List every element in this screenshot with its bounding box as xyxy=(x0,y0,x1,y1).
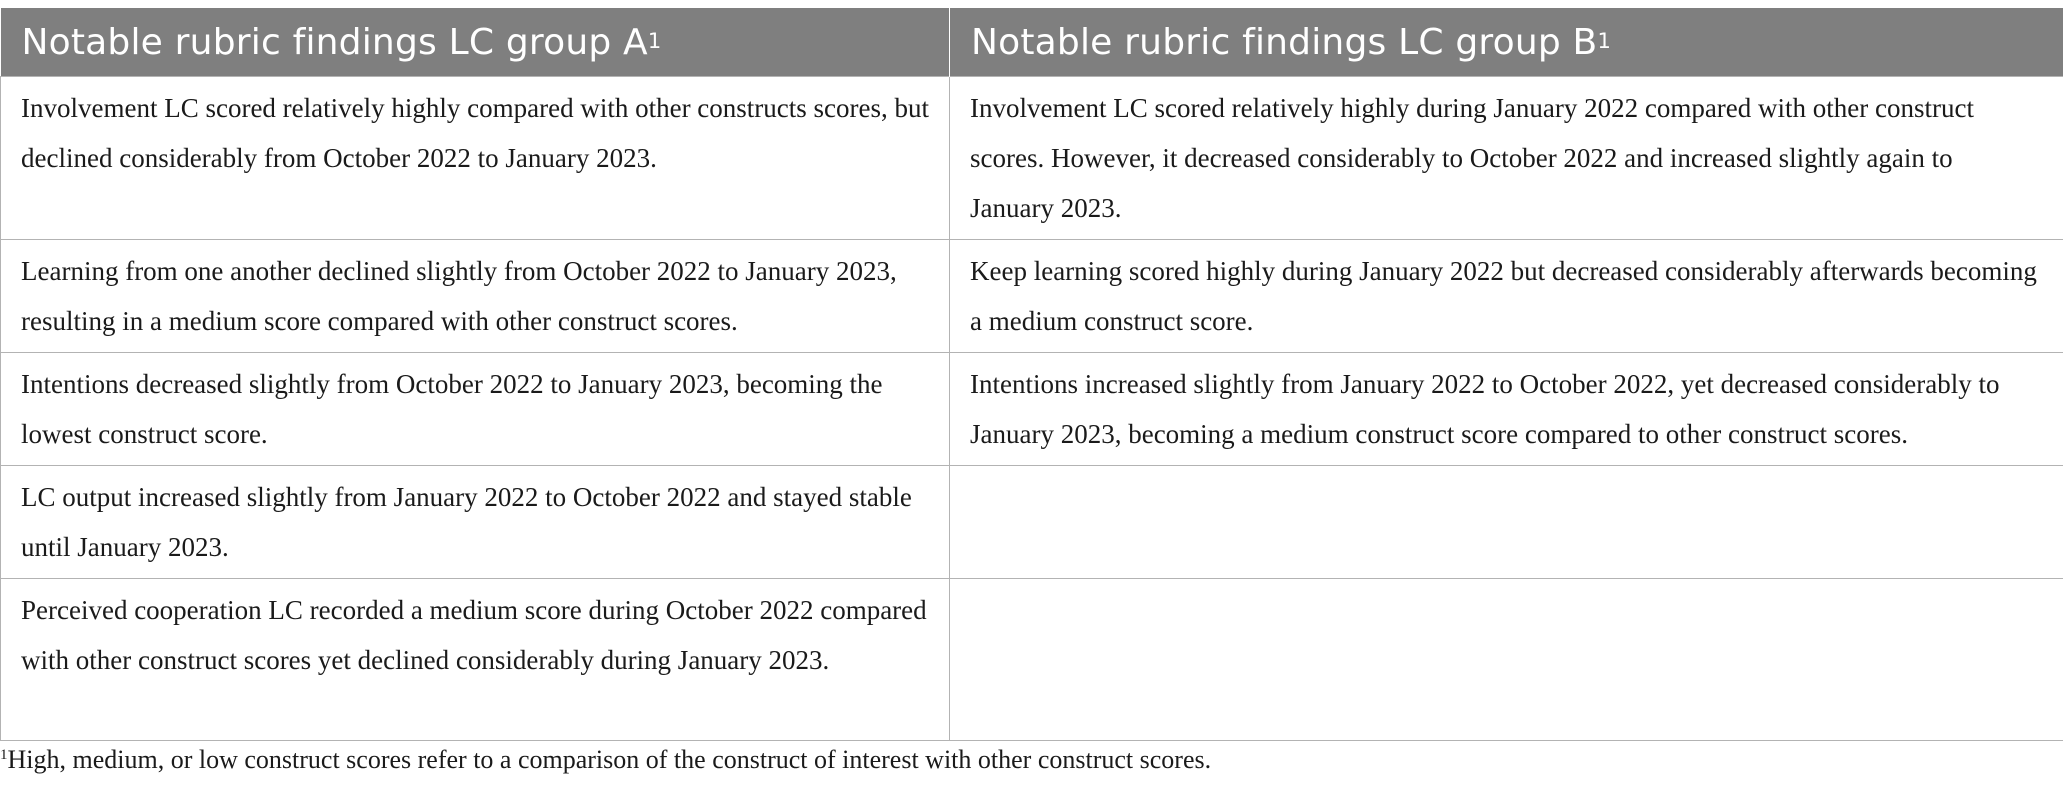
cell-group-a: Learning from one another declined slightly from October 2022 to January 2023, resulting in a medium score compared with other construct scores. xyxy=(1,240,950,353)
table-row xyxy=(1,77,2063,240)
header-group-a-label: Notable rubric findings LC group A xyxy=(21,21,648,63)
cell-group-b: Intentions increased slightly from January 2022 to October 2022, yet decreased considerably to January 2023, becoming a medium construct score compared to other construct scores. xyxy=(950,353,2063,466)
table-row xyxy=(1,240,2063,353)
cell-group-a: Involvement LC scored relatively highly compared with other constructs scores, but declined considerably from October 2022 to January 2023. xyxy=(1,77,950,240)
cell-group-a: Intentions decreased slightly from October 2022 to January 2023, becoming the lowest construct score. xyxy=(1,353,950,466)
cell-group-b: Keep learning scored highly during January 2022 but decreased considerably afterwards becoming a medium construct score. xyxy=(950,240,2063,353)
footnote-text: High, medium, or low construct scores refer to a comparison of the construct of interest with other construct scores. xyxy=(7,745,1212,774)
findings-table-container xyxy=(0,8,2063,741)
footnote-marker: 1 xyxy=(0,747,8,763)
table-row xyxy=(1,579,2063,741)
table-row xyxy=(1,353,2063,466)
header-group-b xyxy=(950,8,2063,77)
cell-group-b-empty xyxy=(950,579,2063,741)
cell-group-b: Involvement LC scored relatively highly during January 2022 compared with other construct scores. However, it decreased considerably to October 2022 and increased slightly again to January 2023. xyxy=(950,77,2063,240)
cell-group-b-empty xyxy=(950,466,2063,579)
findings-table xyxy=(0,8,2063,741)
table-header-row xyxy=(1,8,2063,77)
cell-group-a: Perceived cooperation LC recorded a medium score during October 2022 compared with other construct scores yet declined considerably during January 2023. xyxy=(1,579,950,741)
header-group-b-label: Notable rubric findings LC group B xyxy=(971,21,1598,63)
table-row xyxy=(1,466,2063,579)
table-footnote xyxy=(0,745,1211,775)
header-group-a-footnote-marker: 1 xyxy=(647,28,662,53)
header-group-a xyxy=(1,8,950,77)
cell-group-a: LC output increased slightly from January 2022 to October 2022 and stayed stable until January 2023. xyxy=(1,466,950,579)
header-group-b-footnote-marker: 1 xyxy=(1597,28,1611,53)
